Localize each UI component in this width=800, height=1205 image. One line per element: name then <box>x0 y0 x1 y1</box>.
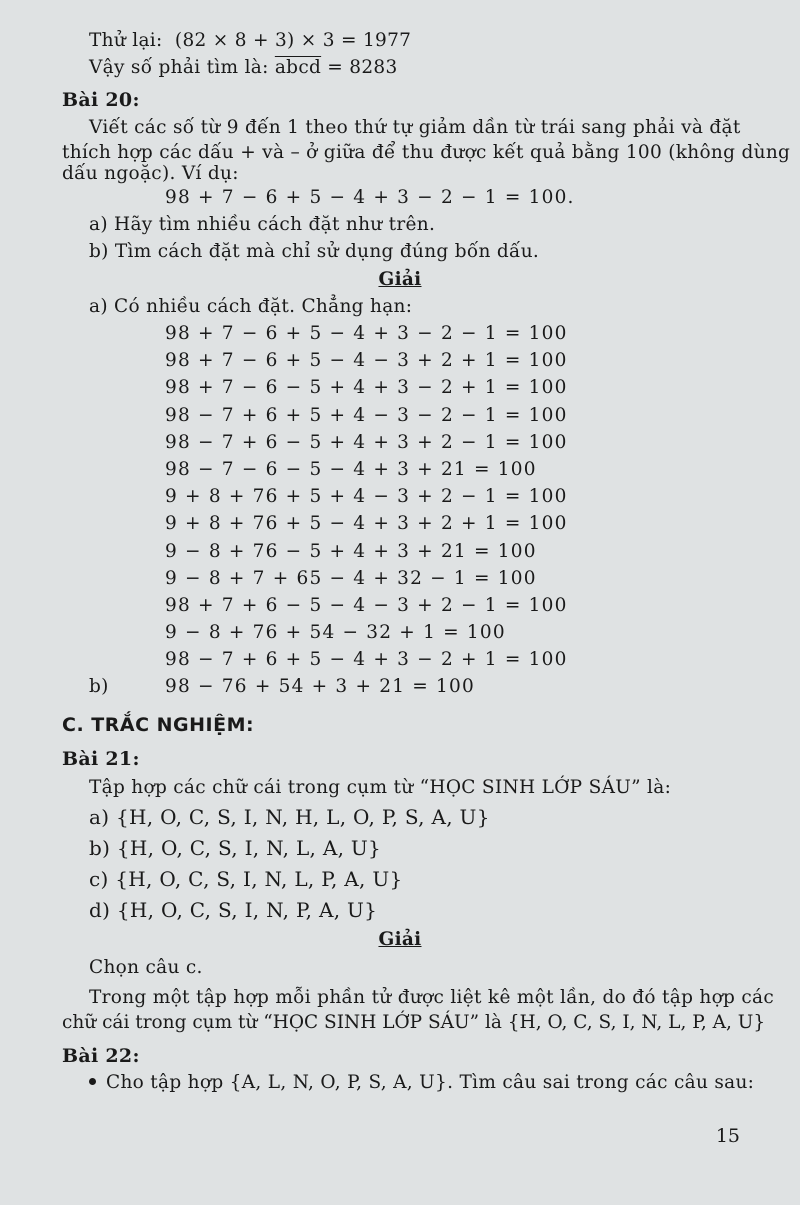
bai20-paragraph-3: dấu ngoặc). Ví dụ: <box>62 163 239 184</box>
bai22-title: Bài 22: <box>62 1045 140 1067</box>
section-c-title: C. TRẮC NGHIỆM: <box>62 714 255 736</box>
page-number: 15 <box>715 1125 740 1147</box>
bai20-answer-intro: a) Có nhiều cách đặt. Chẳng hạn: <box>89 296 413 317</box>
bai20-question-b: b) Tìm cách đặt mà chỉ sử dụng đúng bốn dấu. <box>89 241 540 262</box>
check-expression: (82 × 8 + 3) × 3 = 1977 <box>174 30 412 51</box>
answer-value: = 8283 <box>321 57 398 78</box>
bai20-example: 98 + 7 − 6 + 5 − 4 + 3 − 2 − 1 = 100. <box>165 187 575 208</box>
bai21-option-c: c) {H, O, C, S, I, N, L, P, A, U} <box>89 867 403 891</box>
bai21-option-d: d) {H, O, C, S, I, N, P, A, U} <box>89 898 378 922</box>
bai21-giai-heading <box>0 928 800 952</box>
bai20-giai-heading <box>0 268 800 292</box>
answer-abcd: abcd <box>274 57 322 78</box>
giai-label: Giải <box>378 929 422 950</box>
answer-line <box>89 56 398 80</box>
bai22-bullet-text: Cho tập hợp {A, L, N, O, P, S, A, U}. Tìm câu sai trong các câu sau: <box>106 1072 755 1093</box>
solution-equation: 9 + 8 + 76 + 5 + 4 − 3 + 2 − 1 = 100 <box>165 486 568 508</box>
bai21-option-a: a) {H, O, C, S, I, N, H, L, O, P, S, A, U} <box>89 805 490 829</box>
solution-equation: 98 + 7 + 6 − 5 − 4 − 3 + 2 − 1 = 100 <box>165 595 568 616</box>
solution-equation: 98 − 7 − 6 − 5 − 4 + 3 + 21 = 100 <box>165 459 537 480</box>
bai20-b-label: b) <box>89 676 109 697</box>
bullet-icon <box>89 1078 96 1085</box>
solution-equation: 98 − 7 + 6 − 5 + 4 + 3 + 2 − 1 = 100 <box>165 431 568 453</box>
check-label: Thử lại: <box>89 30 163 51</box>
solution-equation: 98 + 7 − 6 + 5 − 4 + 3 − 2 − 1 = 100 <box>165 323 568 344</box>
solution-equation: 98 − 7 + 6 + 5 + 4 − 3 − 2 − 1 = 100 <box>165 404 568 426</box>
giai-label: Giải <box>378 269 422 290</box>
bai21-title: Bài 21: <box>62 748 140 770</box>
check-line <box>89 29 411 53</box>
bai21-explanation-1: Trong một tập hợp mỗi phần tử được liệt kê một lần, do đó tập hợp các <box>89 987 775 1008</box>
bai21-question: Tập hợp các chữ cái trong cụm từ “HỌC SINH LỚP SÁU” là: <box>89 777 672 798</box>
solution-equation: 98 + 7 − 6 − 5 + 4 + 3 − 2 + 1 = 100 <box>165 377 568 399</box>
bai20-title: Bài 20: <box>62 89 140 111</box>
answer-prefix: Vậy số phải tìm là: <box>89 57 269 78</box>
solution-equation: 98 − 7 + 6 + 5 − 4 + 3 − 2 + 1 = 100 <box>165 649 568 671</box>
solution-equation: 9 − 8 + 76 − 5 + 4 + 3 + 21 = 100 <box>165 540 537 562</box>
bai20-paragraph-1: Viết các số từ 9 đến 1 theo thứ tự giảm dần từ trái sang phải và đặt <box>89 117 741 138</box>
solution-equation: 98 + 7 − 6 + 5 − 4 − 3 + 2 + 1 = 100 <box>165 350 568 372</box>
bai21-answer: Chọn câu c. <box>89 957 203 978</box>
solution-equation: 9 − 8 + 76 + 54 − 32 + 1 = 100 <box>165 622 506 644</box>
bai21-option-b: b) {H, O, C, S, I, N, L, A, U} <box>89 836 382 860</box>
solution-equation: 9 − 8 + 7 + 65 − 4 + 32 − 1 = 100 <box>165 567 537 589</box>
bai21-explanation-2: chữ cái trong cụm từ “HỌC SINH LỚP SÁU” là {H, O, C, S, I, N, L, P, A, U} <box>62 1012 766 1033</box>
bai22-bullet-line <box>89 1071 754 1095</box>
solution-equation: 9 + 8 + 76 + 5 − 4 + 3 + 2 + 1 = 100 <box>165 513 568 535</box>
bai20-paragraph-2: thích hợp các dấu + và – ở giữa để thu được kết quả bằng 100 (không dùng <box>62 142 791 163</box>
bai20-b-solution: 98 − 76 + 54 + 3 + 21 = 100 <box>165 676 475 697</box>
bai20-question-a: a) Hãy tìm nhiều cách đặt như trên. <box>89 214 436 235</box>
